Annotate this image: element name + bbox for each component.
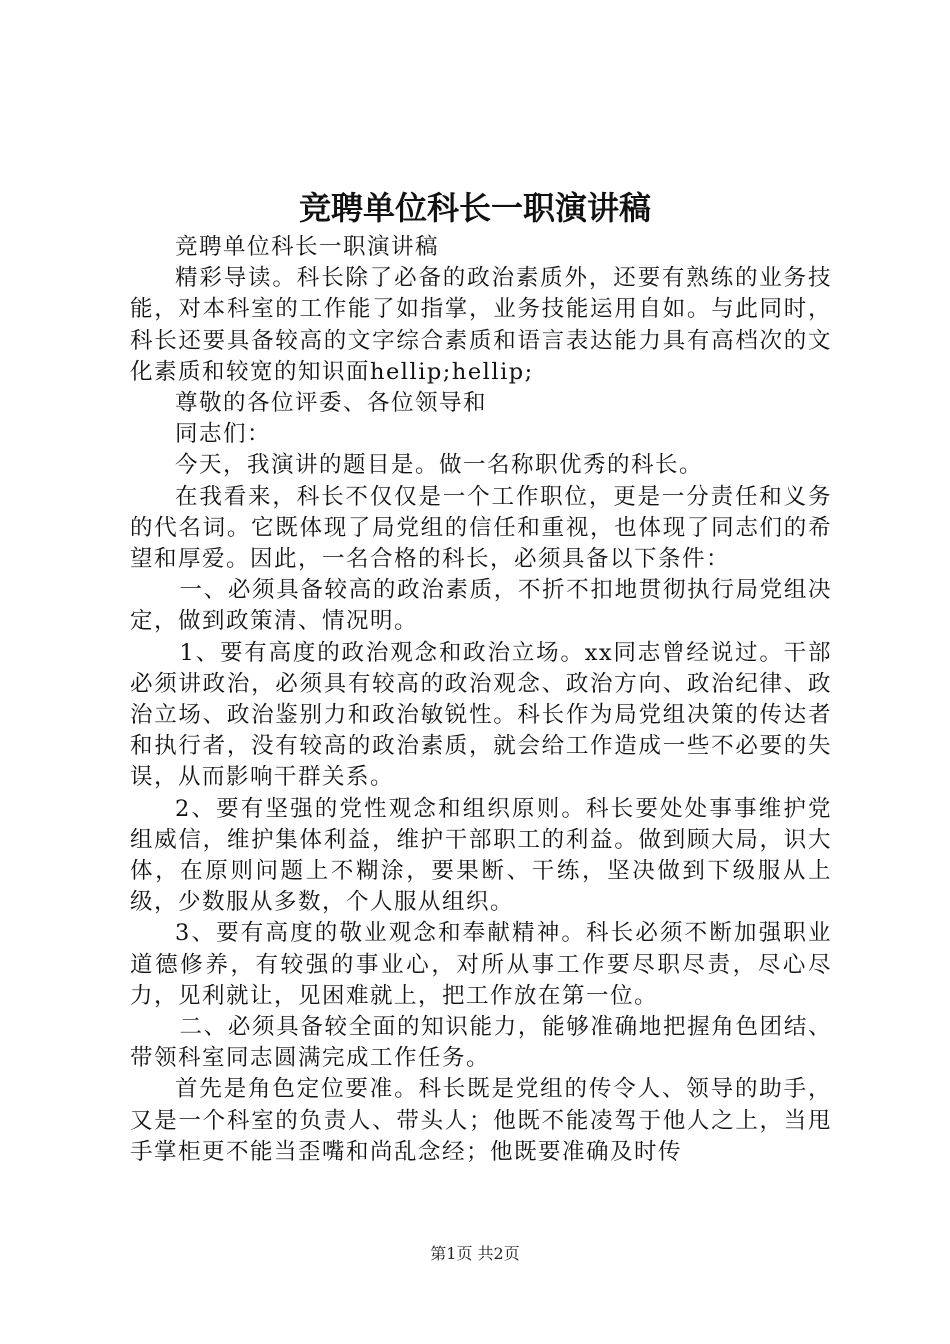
paragraph-section-two: 二、必须具备较全面的知识能力，能够准确地把握角色团结、带领科室同志圆满完成工作任务。 (130, 1014, 832, 1072)
page-footer: 第1页 共2页 (430, 1244, 520, 1263)
document-title: 竞聘单位科长一职演讲稿 (298, 189, 651, 227)
paragraph-item-two: 2、要有坚强的党性观念和组织原则。科长要处处事事维护党组威信，维护集体利益，维护干部职工的利益。做到顾大局，识大体，在原则问题上不糊涂，要果断、干练，坚决做到下级服从上级，少数服从多数，个人服从组织。 (130, 795, 832, 916)
paragraph-section-one: 一、必须具备较高的政治素质，不折不扣地贯彻执行局党组决定，做到政策清、情况明。 (130, 577, 832, 635)
paragraph-role: 首先是角色定位要准。科长既是党组的传令人、领导的助手，又是一个科室的负责人、带头人；他既不能凌驾于他人之上，当甩手掌柜更不能当歪嘴和尚乱念经；他既要准确及时传 (130, 1076, 832, 1165)
paragraph-intro: 精彩导读。科长除了必备的政治素质外，还要有熟练的业务技能，对本科室的工作能了如指掌，业务技能运用自如。与此同时，科长还要具备较高的文字综合素质和语言表达能力具有高档次的文化素质和较宽的知识面hellip;hellip; (130, 265, 832, 385)
paragraph-item-one: 1、要有高度的政治观念和政治立场。xx同志曾经说过。干部必须讲政治，必须具有较高的政治观念、政治方向、政治纪律、政治立场、政治鉴别力和政治敏锐性。科长作为局党组决策的传达者和执行者，没有较高的政治素质，就会给工作造成一些不必要的失误，从而影响干群关系。 (130, 639, 832, 791)
paragraph-item-three: 3、要有高度的敬业观念和奉献精神。科长必须不断加强职业道德修养，有较强的事业心，对所从事工作要尽职尽责，尽心尽力，见利就让，见困难就上，把工作放在第一位。 (130, 920, 832, 1009)
paragraph-salutation: 尊敬的各位评委、各位领导和 (175, 390, 488, 417)
paragraph-comrades: 同志们： (175, 421, 272, 448)
document-body (130, 232, 832, 1168)
paragraph-view: 在我看来，科长不仅仅是一个工作职位，更是一分责任和义务的代名词。它既体现了局党组的信任和重视，也体现了同志们的希望和厚爱。因此，一名合格的科长，必须具备以下条件： (130, 483, 832, 573)
paragraph-topic: 今天，我演讲的题目是。做一名称职优秀的科长。 (175, 452, 704, 479)
paragraph-subtitle: 竞聘单位科长一职演讲稿 (175, 234, 440, 260)
